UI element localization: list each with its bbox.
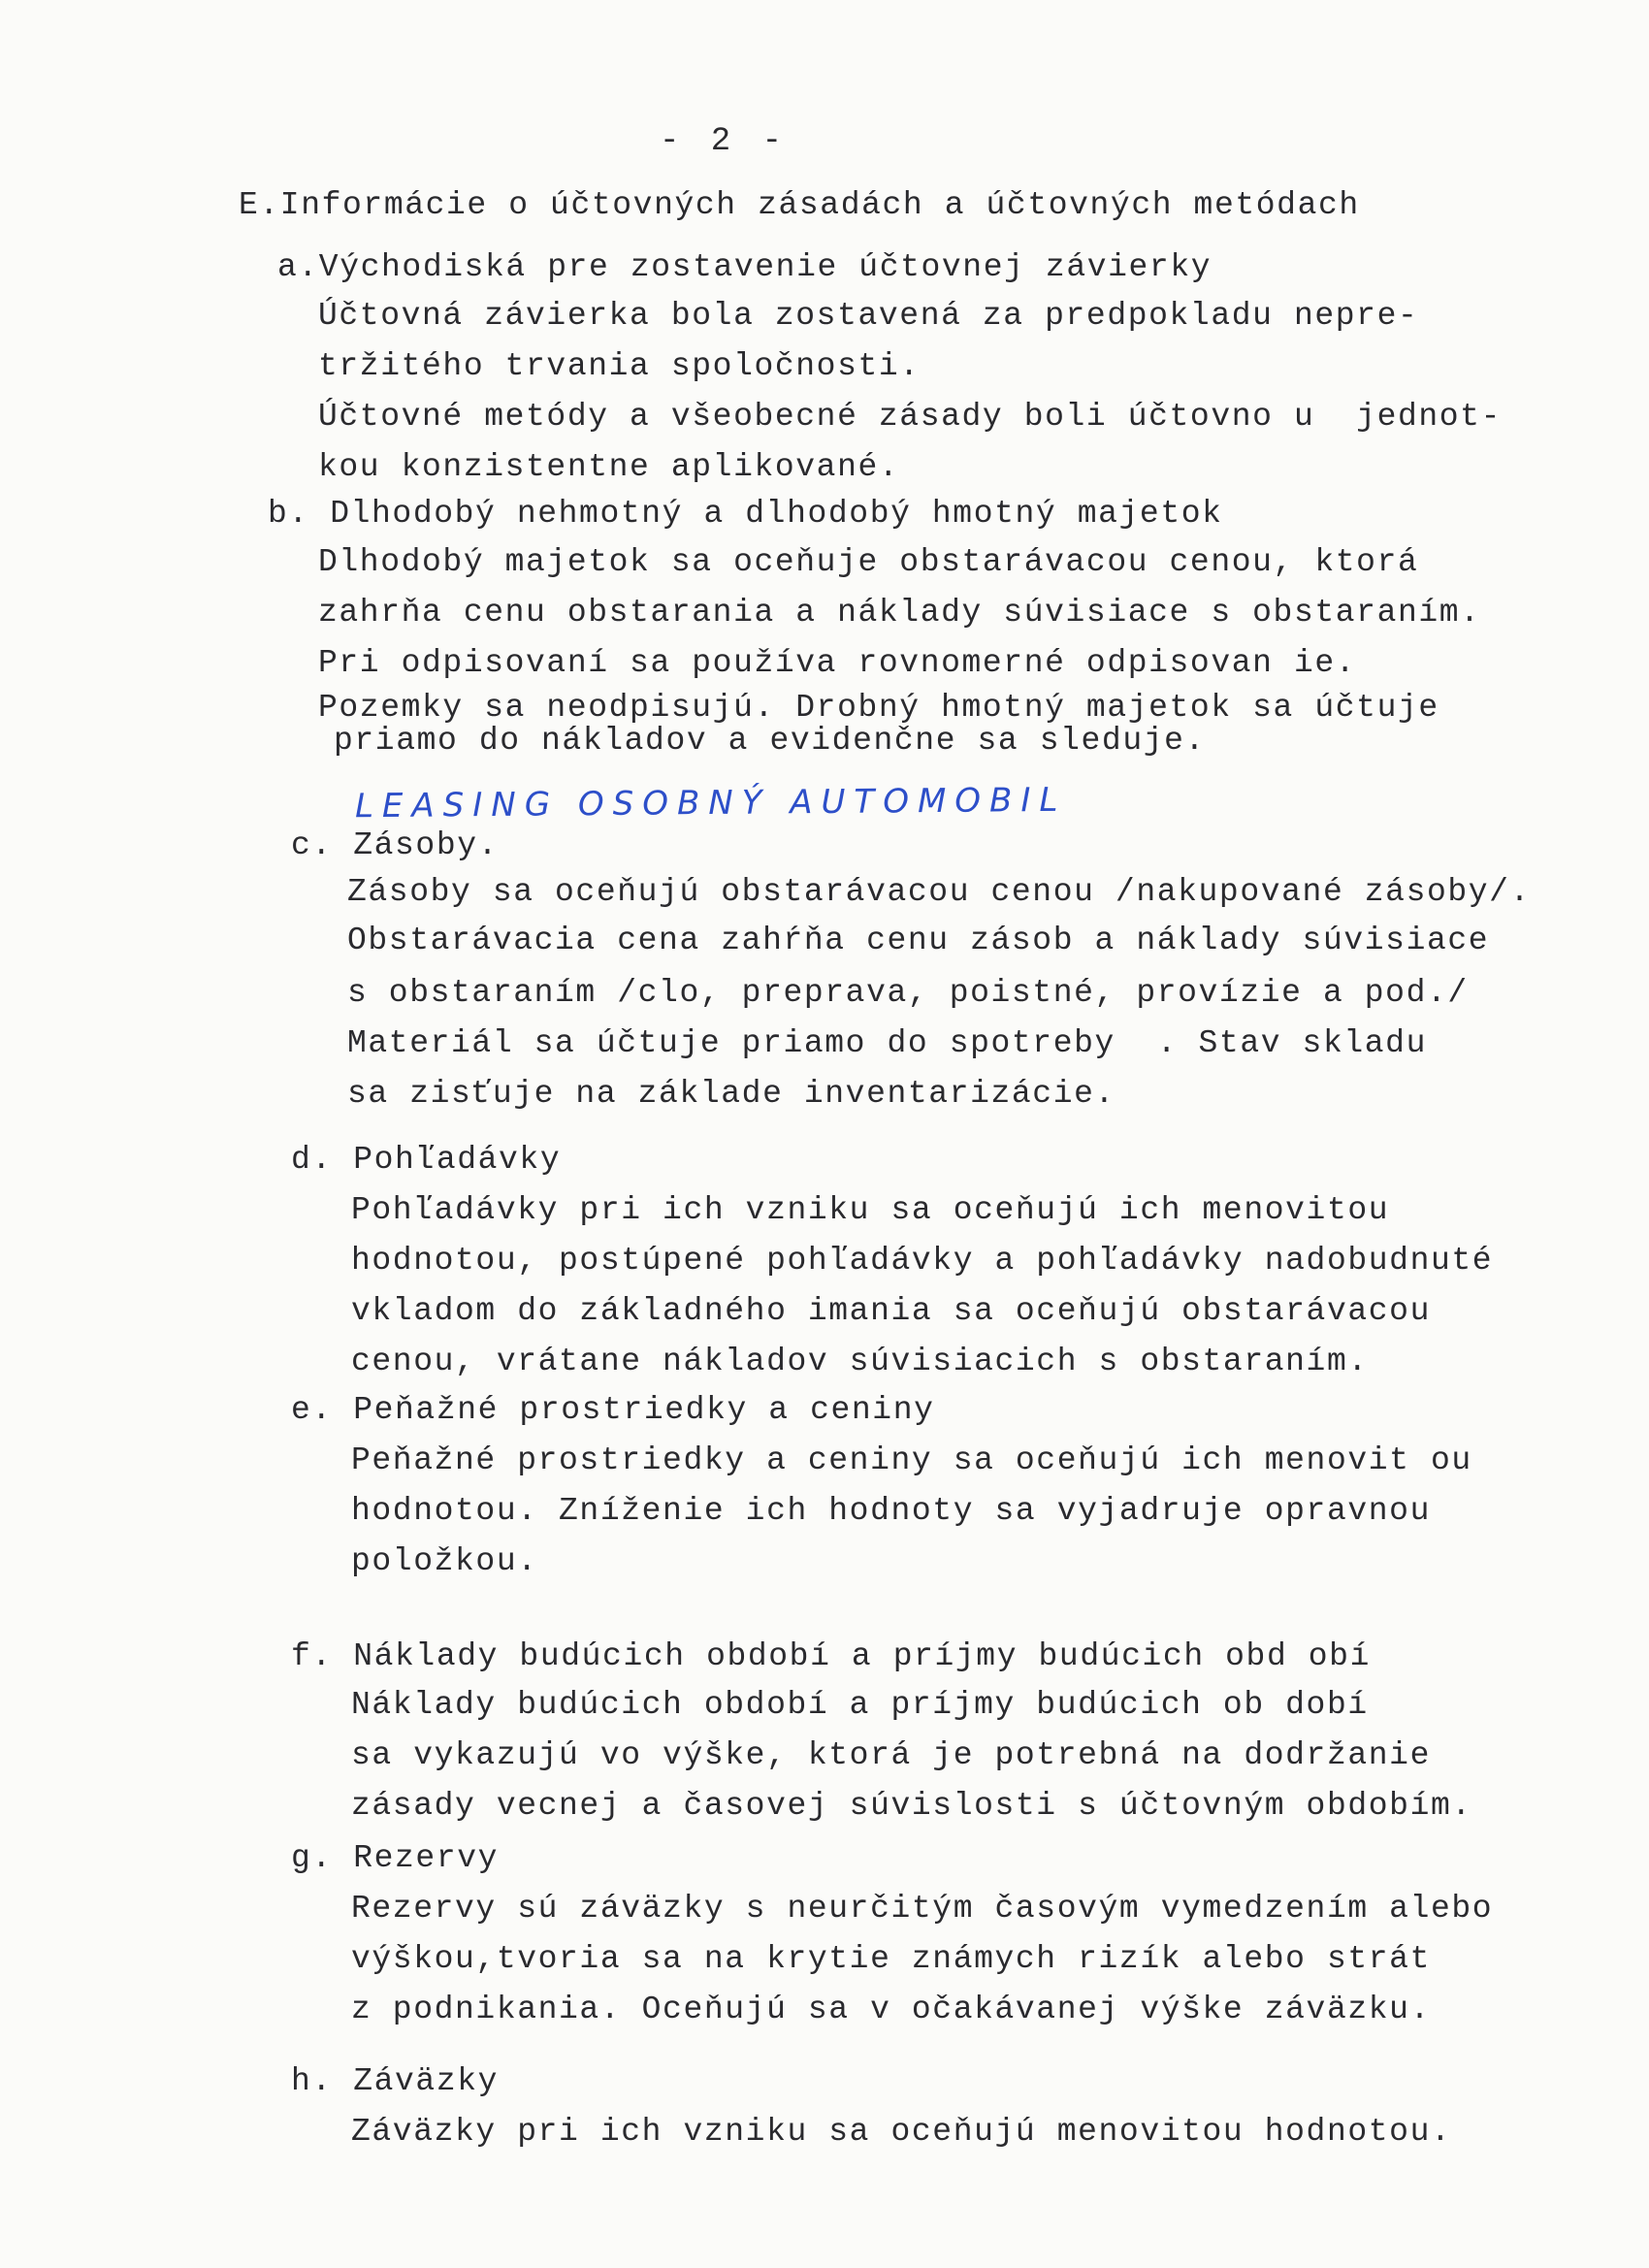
- section-e-title: e. Peňažné prostriedky a ceniny: [291, 1392, 935, 1428]
- text-line: hodnotou, postúpené pohľadávky a pohľadávky nadobudnuté: [351, 1243, 1494, 1279]
- text-line: s obstaraním /clo, preprava, poistné, provízie a pod./: [347, 975, 1469, 1011]
- text-line: Rezervy sú záväzky s neurčitým časovým vymedzením alebo: [351, 1891, 1494, 1927]
- text-line: sa vykazujú vo výške, ktorá je potrebná na dodržanie: [351, 1737, 1431, 1773]
- text-line: zahrňa cenu obstarania a náklady súvisiace s obstaraním.: [318, 595, 1481, 631]
- text-line: sa zisťuje na základe inventarizácie.: [347, 1076, 1116, 1112]
- text-line: kou konzistentne aplikované.: [318, 449, 900, 485]
- text-line: Zásoby sa oceňujú obstarávacou cenou /nakupované zásoby/.: [347, 874, 1531, 910]
- section-d-title: d. Pohľadávky: [291, 1142, 562, 1178]
- text-line: Obstarávacia cena zahŕňa cenu zásob a náklady súvisiace: [347, 923, 1490, 958]
- text-line: Pri odpisovaní sa používa rovnomerné odpisovan ie.: [318, 645, 1357, 681]
- handwritten-note: LEASING OSOBNÝ AUTOMOBIL: [354, 780, 1067, 826]
- text-line: Účtovné metódy a všeobecné zásady boli účtovno u jednot-: [318, 399, 1502, 435]
- text-line: Peňažné prostriedky a ceniny sa oceňujú ich menovit ou: [351, 1442, 1472, 1478]
- text-line: cenou, vrátane nákladov súvisiacich s obstaraním.: [351, 1344, 1369, 1379]
- text-line: Náklady budúcich období a príjmy budúcich ob dobí: [351, 1687, 1369, 1723]
- text-line: Účtovná závierka bola zostavená za predpokladu nepre-: [318, 298, 1419, 334]
- section-c-title: c. Zásoby.: [291, 827, 500, 863]
- text-line: Pohľadávky pri ich vzniku sa oceňujú ich menovitou: [351, 1192, 1390, 1228]
- text-line: vkladom do základného imania sa oceňujú obstarávacou: [351, 1293, 1431, 1329]
- text-line: tržitého trvania spoločnosti.: [318, 348, 921, 384]
- text-line: Materiál sa účtuje priamo do spotreby . Stav skladu: [347, 1025, 1427, 1061]
- text-line: výškou,tvoria sa na krytie známych rizík alebo strát: [351, 1941, 1431, 1977]
- section-f-title: f. Náklady budúcich období a príjmy budúcich obd obí: [291, 1638, 1371, 1674]
- section-h-title: h. Záväzky: [291, 2063, 500, 2099]
- text-line: Záväzky pri ich vzniku sa oceňujú menovitou hodnotou.: [351, 2114, 1452, 2150]
- text-line: položkou.: [351, 1543, 538, 1579]
- page-number: - 2 -: [660, 123, 789, 160]
- section-heading: E.Informácie o účtovných zásadách a účtovných metódach: [239, 187, 1360, 223]
- text-line: priamo do nákladov a evidenčne sa sleduje.: [334, 723, 1206, 759]
- section-b-title: b. Dlhodobý nehmotný a dlhodobý hmotný majetok: [268, 496, 1223, 532]
- text-line: Dlhodobý majetok sa oceňuje obstarávacou cenou, ktorá: [318, 544, 1419, 580]
- text-line: Pozemky sa neodpisujú. Drobný hmotný majetok sa účtuje: [318, 690, 1439, 726]
- text-line: z podnikania. Oceňujú sa v očakávanej výške záväzku.: [351, 1992, 1431, 2027]
- text-line: zásady vecnej a časovej súvislosti s účtovným obdobím.: [351, 1788, 1472, 1824]
- section-g-title: g. Rezervy: [291, 1840, 500, 1876]
- text-line: hodnotou. Zníženie ich hodnoty sa vyjadruje opravnou: [351, 1493, 1431, 1529]
- section-a-title: a.Východiská pre zostavenie účtovnej závierky: [277, 249, 1212, 285]
